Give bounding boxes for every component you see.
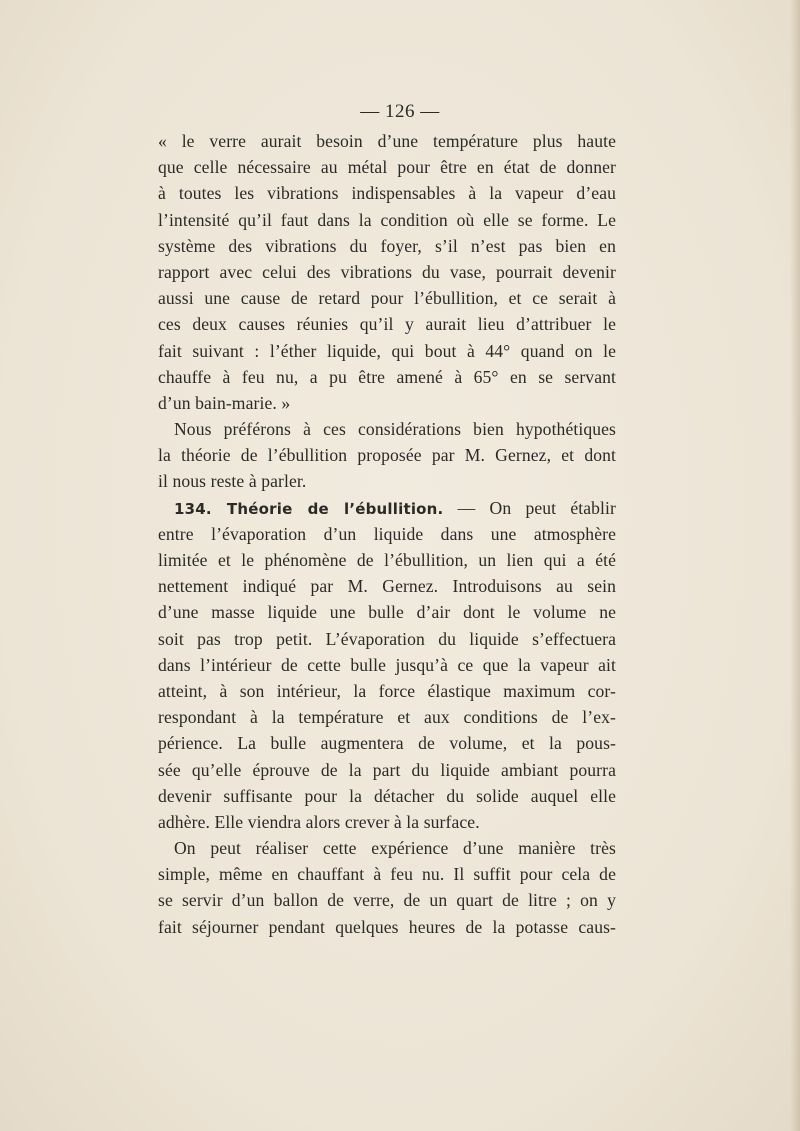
line-text: à toutes les vibrations indispensables à la vapeur d’eau xyxy=(158,183,616,204)
line-text: d’une masse liquide une bulle d’air dont le volume ne xyxy=(158,602,616,623)
text-line xyxy=(158,128,616,154)
text-line xyxy=(158,547,616,573)
line-text: périence. La bulle augmentera de volume, et la pous- xyxy=(158,733,616,754)
text-line xyxy=(158,207,616,233)
line-text: d’un bain-marie. » xyxy=(158,392,291,413)
line-text: que celle nécessaire au métal pour être en état de donner xyxy=(158,157,616,178)
line-text: système des vibrations du foyer, s’il n’est pas bien en xyxy=(158,235,616,256)
line-text: On peut réaliser cette expérience d’une manière très xyxy=(174,838,616,859)
text-line xyxy=(158,730,616,756)
page-number: — 126 — xyxy=(360,101,440,122)
text-line xyxy=(158,338,616,364)
text-line xyxy=(158,783,616,809)
line-text: Nous préférons à ces considérations bien hypothétiques xyxy=(174,419,616,440)
page-edge-shadow xyxy=(790,0,800,1131)
section-heading-line xyxy=(158,495,616,521)
text-line xyxy=(158,573,616,599)
line-text: dans l’intérieur de cette bulle jusqu’à ce que la vapeur ait xyxy=(158,654,616,675)
line-text: sée qu’elle éprouve de la part du liquide ambiant pourra xyxy=(158,759,616,780)
line-text: soit pas trop petit. L’évaporation du liquide s’effectuera xyxy=(158,628,616,649)
text-line xyxy=(158,599,616,625)
line-text: « le verre aurait besoin d’une température plus haute xyxy=(158,131,616,151)
line-text: devenir suffisante pour la détacher du solide auquel elle xyxy=(158,785,616,806)
line-text: limitée et le phénomène de l’ébullition, un lien qui a été xyxy=(158,550,616,570)
text-line xyxy=(158,757,616,783)
line-text: il nous reste à parler. xyxy=(158,471,307,492)
body-text xyxy=(158,128,616,940)
line-text: fait suivant : l’éther liquide, qui bout à 44° quand on le xyxy=(158,340,616,361)
text-line xyxy=(158,704,616,730)
text-line xyxy=(158,678,616,704)
text-line xyxy=(158,180,616,206)
text-line xyxy=(158,887,616,913)
text-line xyxy=(158,442,616,468)
line-text: se servir d’un ballon de verre, de un quart de litre ; on y xyxy=(158,890,616,911)
text-line xyxy=(158,521,616,547)
line-text: fait séjourner pendant quelques heures de la potasse caus- xyxy=(158,916,616,937)
text-line xyxy=(158,914,616,940)
text-line xyxy=(158,468,616,494)
line-text: rapport avec celui des vibrations du vase, pourrait devenir xyxy=(158,261,616,282)
line-text: — On peut établir xyxy=(443,497,616,518)
line-text: la théorie de l’ébullition proposée par M. Gernez, et dont xyxy=(158,445,616,466)
line-text: chauffe à feu nu, a pu être amené à 65° en se servant xyxy=(158,366,616,387)
text-line xyxy=(158,311,616,337)
line-text: aussi une cause de retard pour l’ébullition, et ce serait à xyxy=(158,288,616,309)
line-text: l’intensité qu’il faut dans la condition où elle se forme. Le xyxy=(158,209,616,230)
line-text: ces deux causes réunies qu’il y aurait lieu d’attribuer le xyxy=(158,314,616,335)
text-line xyxy=(158,259,616,285)
text-line xyxy=(158,233,616,259)
text-line xyxy=(158,809,616,835)
line-text: atteint, à son intérieur, la force élastique maximum cor- xyxy=(158,680,616,701)
text-line xyxy=(158,626,616,652)
text-line xyxy=(158,364,616,390)
text-line xyxy=(158,390,616,416)
section-heading: 134. Théorie de l’ébullition. xyxy=(174,499,444,518)
text-line xyxy=(158,835,616,861)
line-text: entre l’évaporation d’un liquide dans une atmosphère xyxy=(158,523,616,544)
line-text: respondant à la température et aux conditions de l’ex- xyxy=(158,707,616,728)
text-line xyxy=(158,416,616,442)
text-line xyxy=(158,861,616,887)
line-text: adhère. Elle viendra alors crever à la surface. xyxy=(158,811,480,832)
line-text: nettement indiqué par M. Gernez. Introduisons au sein xyxy=(158,576,616,597)
text-line xyxy=(158,652,616,678)
text-line xyxy=(158,154,616,180)
text-line xyxy=(158,285,616,311)
line-text: simple, même en chauffant à feu nu. Il suffit pour cela de xyxy=(158,864,616,885)
